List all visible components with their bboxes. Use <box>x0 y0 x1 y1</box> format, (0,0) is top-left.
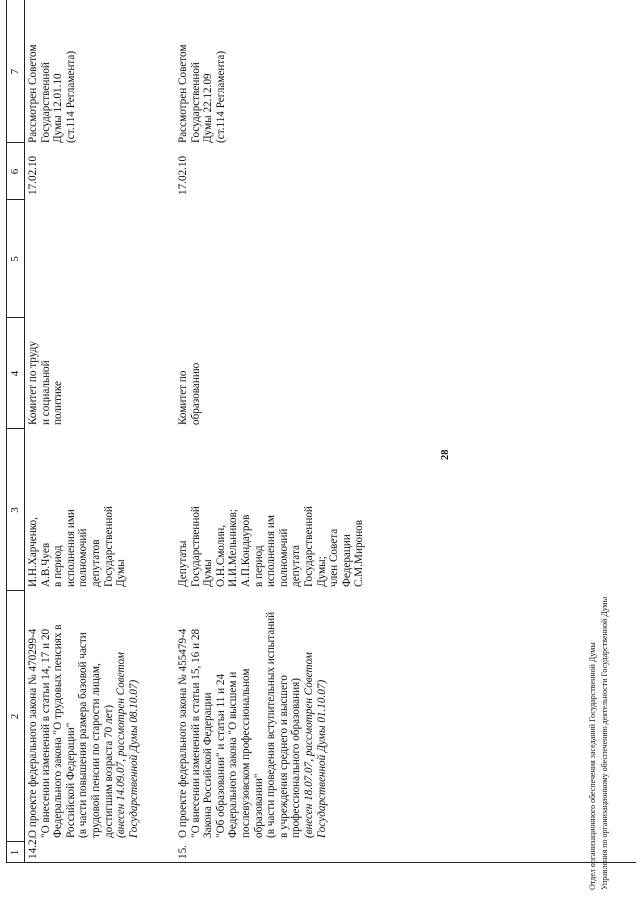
col-header-2: 2 <box>9 713 21 720</box>
responsible-committee: Комитет по труду и социальной политике <box>27 341 65 425</box>
review-status: Рассмотрен Советом Государственной Думы 22.12.09 (ст.114 Регламента) <box>177 44 227 143</box>
col-header-7: 7 <box>9 68 21 75</box>
review-status: Рассмотрен Советом Государственной Думы 12.01.10 (ст.114 Регламента) <box>27 44 77 143</box>
footer-department: Отдел организационного обеспечения заседаний Государственной Думы <box>588 642 597 890</box>
col-header-3: 3 <box>9 507 21 513</box>
responsible-committee: Комитет по образованию <box>177 362 202 425</box>
table-left-border <box>6 862 636 863</box>
bill-authors: И.Н.Харченко, А.В.Чуев в период исполнения ими полномочий депутатов Государственной Думы <box>27 506 128 587</box>
table-top-border <box>6 0 7 863</box>
header-bottom-border <box>24 0 25 863</box>
page-number: 28 <box>440 449 451 460</box>
bill-description: О проекте федерального закона № 470299-4 "О внесении изменений в статьи 14, 17 и 20 Федерального закона "О трудовых пенсиях в Российской Федерации" (в части повышения размера базовой части трудовой пенсии по старости лицам, достигшим возраста 70 лет) (внесен 14.09.07, рассмотрен Советом Государственной Думы 08.10.07) <box>27 624 140 838</box>
col-header-1: 1 <box>9 849 21 856</box>
date: 17.02.10 <box>27 155 39 195</box>
bill-description: О проекте федерального закона № 455479-4 "О внесении изменений в статьи 15, 16 и 28 Закона Российской Федерации "Об образовании" и статьи 11 и 24 Федерального закона "О высшем и послевузовском профессиональном образовании" (в части проведения вступительных испытаний в учреждения среднего и высшего профессионального образования) (внесен 18.07.07, рассмотрен Советом Государственной Думы 01.10.07) <box>177 611 328 838</box>
footer-directorate: Управления по организационному обеспечению деятельности Государственной Думы <box>600 596 609 890</box>
date: 17.02.10 <box>177 155 189 195</box>
row-number: 15. <box>177 845 189 859</box>
row-number: 14.2. <box>27 836 39 859</box>
col-header-5: 5 <box>9 256 21 262</box>
bill-authors: Депутаты Государственной Думы О.Н.Смолин, И.И.Мельников; А.П.Кондауров в период исполнения им полномочий депутата Государственной Думы; член Совета Федерации С.М.Миронов <box>177 506 366 587</box>
col-header-4: 4 <box>9 370 21 377</box>
col-header-6: 6 <box>9 168 21 175</box>
